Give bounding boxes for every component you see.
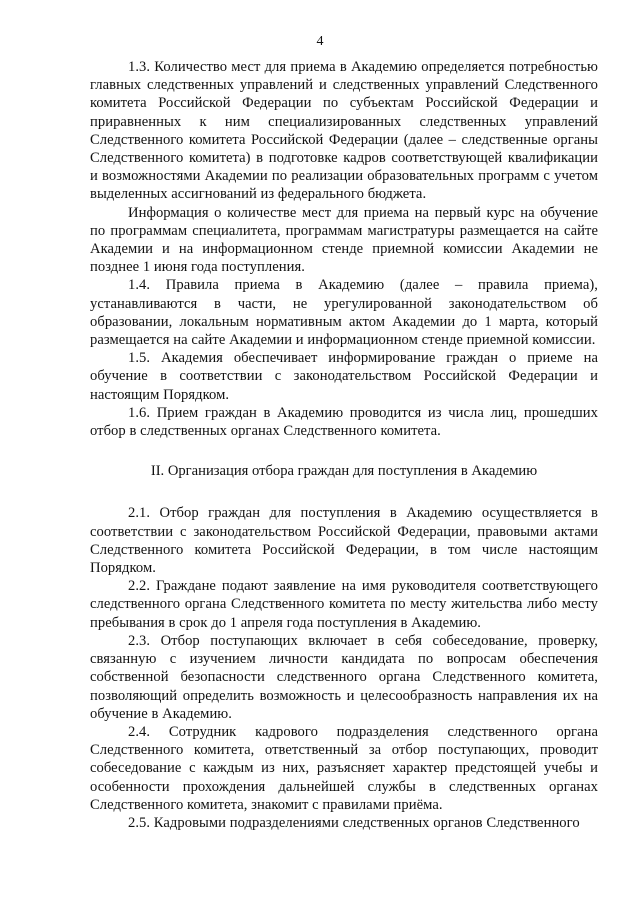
paragraph-1-6: 1.6. Прием граждан в Академию проводится из числа лиц, прошедших отбор в следственных органах Следственного комитета. <box>90 404 598 440</box>
paragraph-1-4: 1.4. Правила приема в Академию (далее – правила приема), устанавливаются в части, не урегулированной законодательством об образовании, локальным нормативным актом Академии до 1 марта, который размещается на сайте Академии и информационном стенде приемной комиссии. <box>90 277 598 349</box>
paragraph-2-2: 2.2. Граждане подают заявление на имя руководителя соответствующего следственного органа Следственного комитета по месту жительства либо месту пребывания в срок до 1 апреля года поступления в Академию. <box>90 578 598 631</box>
paragraph-2-3: 2.3. Отбор поступающих включает в себя собеседование, проверку, связанную с изучением личности кандидата по вопросам обеспечения собственной безопасности следственного органа Следственного комитета, позволяющий определить возможность и целесообразность направления их на обучение в Академию. <box>90 632 598 722</box>
document-body <box>90 58 598 832</box>
section-title: II. Организация отбора граждан для поступления в Академию <box>150 463 538 480</box>
paragraph-2-4: 2.4. Сотрудник кадрового подразделения следственного органа Следственного комитета, ответственный за отбор поступающих, проводит собеседование с каждым из них, разъясняет характер предстоящей учебы и особенности прохождения дальнейшей службы в следственных органах Следственного комитета, знакомит с правилами приёма. <box>90 723 598 813</box>
paragraph-1-5: 1.5. Академия обеспечивает информирование граждан о приеме на обучение в соответствии с законодательством Российской Федерации и настоящим Порядком. <box>90 350 598 403</box>
page-number: 4 <box>316 34 324 49</box>
paragraph-2-1: 2.1. Отбор граждан для поступления в Академию осуществляется в соответствии с законодательством Российской Федерации, правовыми актами Следственного комитета Российской Федерации, в том числе настоящим Порядком. <box>90 505 598 577</box>
paragraph-2-5: 2.5. Кадровыми подразделениями следственных органов Следственного <box>128 814 580 831</box>
paragraph-1-3: 1.3. Количество мест для приема в Академию определяется потребностью главных следственных управлений и следственных управлений Следственного комитета Российской Федерации по субъектам Российской Федерации и приравненных к ним специализированных следственных управлений Следственного комитета Российской Федерации (далее – следственные органы Следственного комитета) в подготовке кадров соответствующей квалификации и возможностями Академии по реализации образовательных программ с учетом выделенных ассигнований из федерального бюджета. <box>90 59 598 203</box>
paragraph-places-info: Информация о количестве мест для приема на первый курс на обучение по программам специалитета, программам магистратуры размещается на сайте Академии и на информационном стенде приемной комиссии Академии не позднее 1 июня года поступления. <box>90 204 598 276</box>
